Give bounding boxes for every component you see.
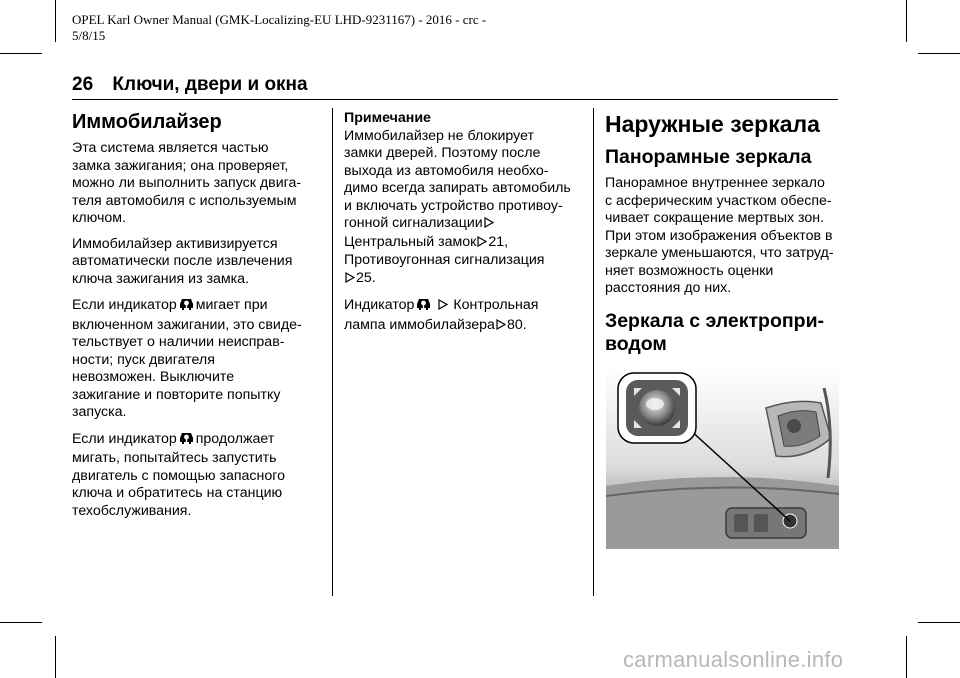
note-title: Примечание xyxy=(344,110,431,126)
ref-page: 80. xyxy=(506,316,527,333)
subheading-panoramic: Панорамные зеркала xyxy=(605,146,812,168)
manual-line: OPEL Karl Owner Manual (GMK-Localizing-EU LHD-9231167) - 2016 - crc - xyxy=(72,12,487,27)
car-key-indicator-icon xyxy=(416,296,431,317)
reference-triangle-icon xyxy=(438,298,448,316)
page-number: 26 xyxy=(72,74,94,95)
paragraph: Иммобилайзер активизируется автоматически после извлечения ключа зажигания из замка. xyxy=(72,235,293,287)
crop-mark xyxy=(0,53,42,54)
date-line: 5/8/15 xyxy=(72,28,106,43)
ref-alarm[interactable]: Противоугонная сигнализация xyxy=(344,252,545,268)
indicator-paragraph xyxy=(344,296,580,335)
paragraph xyxy=(72,296,326,422)
paragraph: Эта система является частью замка зажигания; она проверяет, можно ли выполнить запуск двига- теля автомобиля с используемым ключом. xyxy=(72,140,302,226)
crop-mark xyxy=(918,53,960,54)
subheading-electric-mirrors: Зеркала с электропри- водом xyxy=(605,309,825,355)
crop-mark xyxy=(55,0,56,42)
column-note xyxy=(344,110,580,343)
paragraph-rest: мигает при включенном зажигании, это свиде- тельствует о наличии неисправ- ности; пуск двигателя невозможен. Выключите зажигание и повторите попытку запуска. xyxy=(72,297,302,420)
paragraph-start: Если индикатор xyxy=(72,297,177,313)
car-key-indicator-icon xyxy=(179,430,194,451)
mirror-control-illustration xyxy=(606,368,839,549)
column-mirrors xyxy=(605,110,839,362)
section-heading-mirrors: Наружные зеркала xyxy=(605,111,820,137)
manual-meta xyxy=(72,12,542,44)
column-divider xyxy=(593,108,594,596)
paragraph-rest: продолжает мигать, попытайтесь запустить двигатель с помощью запасного ключа и обратитесь на станцию техобслуживания. xyxy=(72,430,285,519)
reference-triangle-icon xyxy=(345,271,355,289)
reference-triangle-icon xyxy=(496,318,506,336)
section-heading-immobilizer: Иммобилайзер xyxy=(72,111,222,133)
column-divider xyxy=(332,108,333,596)
watermark: carmanualsonline.info xyxy=(623,647,844,672)
crop-mark xyxy=(918,622,960,623)
page-header xyxy=(72,74,308,96)
reference-triangle-icon xyxy=(477,235,487,253)
crop-mark xyxy=(0,622,42,623)
ref-immobilizer-lamp[interactable]: Контрольная лампа иммобилайзера xyxy=(344,297,539,333)
crop-mark xyxy=(55,636,56,678)
reference-triangle-icon xyxy=(484,216,494,234)
ref-page: 25. xyxy=(356,269,376,286)
paragraph xyxy=(72,430,326,521)
crop-mark xyxy=(906,0,907,42)
chapter-title: Ключи, двери и окна xyxy=(112,74,308,95)
paragraph: Панорамное внутреннее зеркало с асферическим участком обеспе- чивает сокращение мертвых зон. При этом изображения объектов в зеркале уменьшаются, что затруд- няет возможность оценки расстояния до них. xyxy=(605,175,834,296)
ref-central-lock[interactable]: Центральный замок xyxy=(344,233,477,250)
paragraph-start: Если индикатор xyxy=(72,430,177,447)
indicator-label: Индикатор xyxy=(344,297,415,313)
header-rule xyxy=(72,99,838,100)
note-body: Иммобилайзер не блокирует замки дверей. Поэтому после выхода из автомобиля необхо- димо всегда запирать автомобиль и включать устройство противоу- гонной сигнализации xyxy=(344,127,571,231)
crop-mark xyxy=(906,636,907,678)
column-immobilizer xyxy=(72,110,326,528)
ref-page: 21, xyxy=(488,233,509,250)
car-key-indicator-icon xyxy=(179,296,194,317)
note-text xyxy=(344,128,580,289)
